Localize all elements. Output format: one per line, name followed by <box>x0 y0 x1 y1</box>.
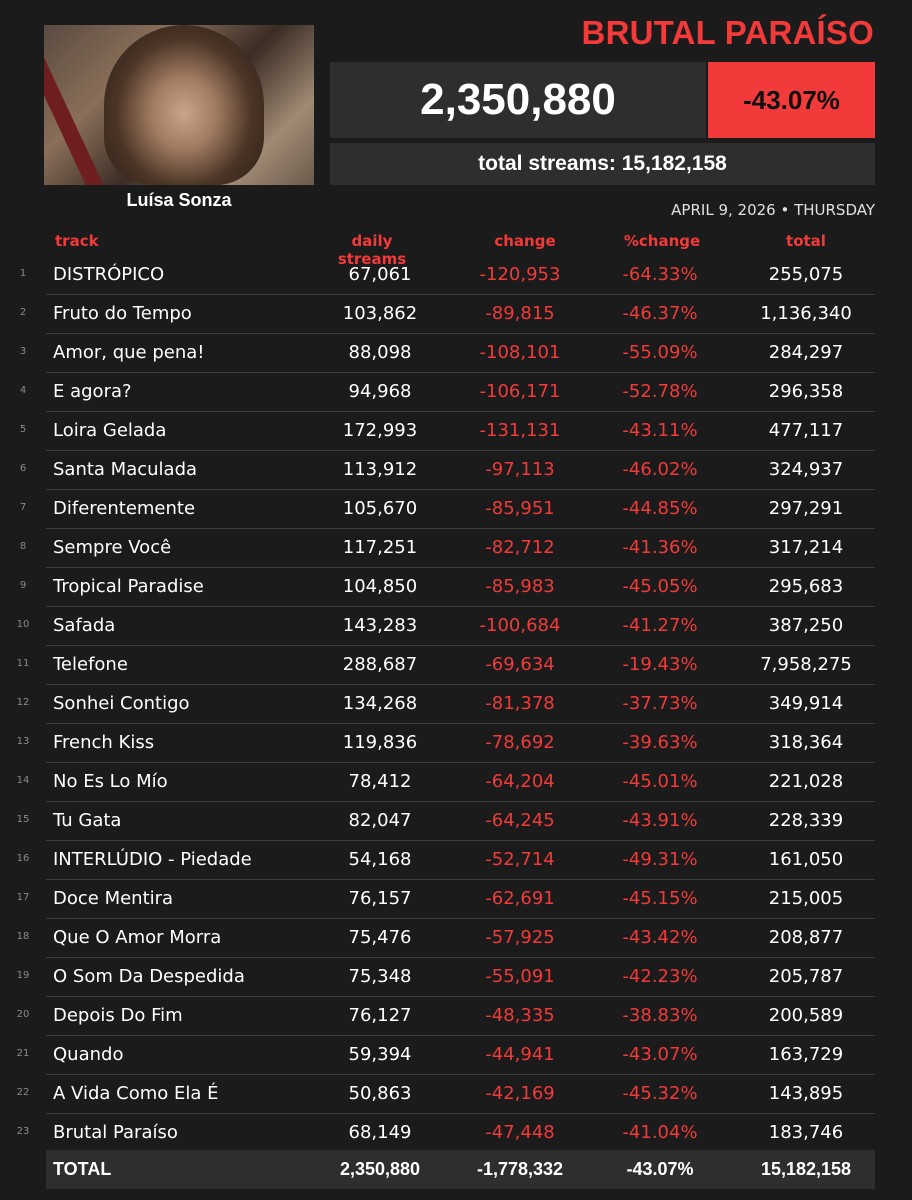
change-value: -64,204 <box>485 771 555 792</box>
table-row <box>0 958 912 997</box>
track-name: Brutal Paraíso <box>53 1122 178 1143</box>
total-streams-value: 205,787 <box>768 966 844 987</box>
track-name: Diferentemente <box>53 498 196 519</box>
daily-streams: 105,670 <box>342 498 418 519</box>
daily-streams: 82,047 <box>348 810 412 831</box>
change-value: -81,378 <box>485 693 555 714</box>
row-number: 17 <box>16 892 30 903</box>
percent-change: -44.85% <box>622 498 698 519</box>
percent-change: -45.01% <box>622 771 698 792</box>
table-row <box>0 529 912 568</box>
table-row <box>0 373 912 412</box>
row-number: 16 <box>16 853 30 864</box>
row-number: 20 <box>16 1009 30 1020</box>
table-row <box>0 412 912 451</box>
table-row <box>0 841 912 880</box>
table-row <box>0 295 912 334</box>
percent-change: -46.02% <box>622 459 698 480</box>
percent-change: -41.04% <box>622 1122 698 1143</box>
change-value: -82,712 <box>485 537 555 558</box>
change-value: -85,983 <box>485 576 555 597</box>
table-row <box>0 334 912 373</box>
total-streams-value: 317,214 <box>768 537 844 558</box>
daily-streams: 94,968 <box>348 381 412 402</box>
table-row <box>0 256 912 295</box>
header-track: track <box>55 232 99 250</box>
row-number: 19 <box>16 970 30 981</box>
change-value: -52,714 <box>485 849 555 870</box>
total-streams: total streams: 15,182,158 <box>330 143 875 185</box>
table-row <box>0 607 912 646</box>
daily-streams: 50,863 <box>348 1083 412 1104</box>
table-row <box>0 880 912 919</box>
change-value: -69,634 <box>485 654 555 675</box>
track-name: O Som Da Despedida <box>53 966 245 987</box>
row-number: 14 <box>16 775 30 786</box>
total-streams-value: 200,589 <box>768 1005 844 1026</box>
change-value: -78,692 <box>485 732 555 753</box>
change-value: -106,171 <box>479 381 561 402</box>
artist-name: Luísa Sonza <box>126 190 232 210</box>
track-name: Tu Gata <box>53 810 122 831</box>
percent-change: -45.32% <box>622 1083 698 1104</box>
row-number: 13 <box>16 736 30 747</box>
change-value: -108,101 <box>479 342 561 363</box>
daily-streams: 68,149 <box>348 1122 412 1143</box>
total-streams-value: 1,136,340 <box>760 303 852 324</box>
track-name: Santa Maculada <box>53 459 198 480</box>
track-name: French Kiss <box>53 732 155 753</box>
track-name: E agora? <box>53 381 132 402</box>
daily-streams: 172,993 <box>342 420 418 441</box>
track-name: INTERLÚDIO - Piedade <box>53 849 252 870</box>
change-value: -47,448 <box>485 1122 555 1143</box>
track-name: Loira Gelada <box>53 420 167 441</box>
change-value: -64,245 <box>485 810 555 831</box>
track-name: Telefone <box>53 654 128 675</box>
row-number: 21 <box>16 1048 30 1059</box>
total-streams-value: 296,358 <box>768 381 844 402</box>
total-streams-value: 255,075 <box>768 264 844 285</box>
percent-change: -49.31% <box>622 849 698 870</box>
totals-daily: 2,350,880 <box>339 1159 421 1179</box>
table-row <box>0 919 912 958</box>
table-row <box>0 1114 912 1153</box>
total-streams-value: 318,364 <box>768 732 844 753</box>
table-row <box>0 490 912 529</box>
row-number: 5 <box>19 424 27 435</box>
daily-streams: 76,157 <box>348 888 412 909</box>
total-streams-value: 284,297 <box>768 342 844 363</box>
daily-percent-change: -43.07% <box>708 62 875 138</box>
row-number: 2 <box>19 307 27 318</box>
row-number: 22 <box>16 1087 30 1098</box>
track-name: Doce Mentira <box>53 888 174 909</box>
row-number: 23 <box>16 1126 30 1137</box>
percent-change: -38.83% <box>622 1005 698 1026</box>
totals-percent-change: -43.07% <box>626 1159 694 1179</box>
row-number: 12 <box>16 697 30 708</box>
daily-streams: 75,348 <box>348 966 412 987</box>
daily-streams-total: 2,350,880 <box>330 62 706 138</box>
total-streams-value: 208,877 <box>768 927 844 948</box>
total-streams-value: 387,250 <box>768 615 844 636</box>
change-value: -85,951 <box>485 498 555 519</box>
table-row <box>0 997 912 1036</box>
track-name: Fruto do Tempo <box>53 303 192 324</box>
percent-change: -64.33% <box>622 264 698 285</box>
total-streams-value: 297,291 <box>768 498 844 519</box>
table-row <box>0 646 912 685</box>
daily-streams: 78,412 <box>348 771 412 792</box>
track-name: A Vida Como Ela É <box>53 1083 219 1104</box>
daily-streams: 134,268 <box>342 693 418 714</box>
tracks-table <box>0 256 912 1153</box>
total-streams-value: 163,729 <box>768 1044 844 1065</box>
percent-change: -55.09% <box>622 342 698 363</box>
percent-change: -43.42% <box>622 927 698 948</box>
daily-streams: 59,394 <box>348 1044 412 1065</box>
table-row <box>0 451 912 490</box>
daily-streams: 88,098 <box>348 342 412 363</box>
header-change: change <box>494 232 556 250</box>
change-value: -42,169 <box>485 1083 555 1104</box>
artist-photo <box>44 25 314 185</box>
total-streams-value: 477,117 <box>768 420 844 441</box>
totals-total: 15,182,158 <box>760 1159 852 1179</box>
total-streams-value: 324,937 <box>768 459 844 480</box>
track-name: Que O Amor Morra <box>53 927 222 948</box>
total-streams-value: 215,005 <box>768 888 844 909</box>
header-percent-change: %change <box>623 232 701 250</box>
daily-streams: 104,850 <box>342 576 418 597</box>
table-row <box>0 802 912 841</box>
track-name: No Es Lo Mío <box>53 771 168 792</box>
artist-portrait <box>104 25 264 185</box>
percent-change: -42.23% <box>622 966 698 987</box>
table-row <box>0 685 912 724</box>
total-streams-value: 349,914 <box>768 693 844 714</box>
total-streams-value: 183,746 <box>768 1122 844 1143</box>
row-number: 9 <box>19 580 27 591</box>
row-number: 4 <box>19 385 27 396</box>
row-number: 7 <box>19 502 27 513</box>
row-number: 18 <box>16 931 30 942</box>
change-value: -89,815 <box>485 303 555 324</box>
percent-change: -45.05% <box>622 576 698 597</box>
row-number: 3 <box>19 346 27 357</box>
percent-change: -46.37% <box>622 303 698 324</box>
track-name: Safada <box>53 615 116 636</box>
percent-change: -43.91% <box>622 810 698 831</box>
total-streams-value: 143,895 <box>768 1083 844 1104</box>
percent-change: -39.63% <box>622 732 698 753</box>
row-number: 1 <box>19 268 27 279</box>
daily-streams: 119,836 <box>342 732 418 753</box>
percent-change: -52.78% <box>622 381 698 402</box>
percent-change: -41.27% <box>622 615 698 636</box>
header-total: total <box>786 232 826 250</box>
total-streams-value: 295,683 <box>768 576 844 597</box>
row-number: 11 <box>16 658 30 669</box>
percent-change: -41.36% <box>622 537 698 558</box>
percent-change: -45.15% <box>622 888 698 909</box>
track-name: Sonhei Contigo <box>53 693 190 714</box>
table-row <box>0 724 912 763</box>
change-value: -120,953 <box>479 264 561 285</box>
daily-streams: 117,251 <box>342 537 418 558</box>
table-row <box>0 763 912 802</box>
daily-streams: 143,283 <box>342 615 418 636</box>
change-value: -100,684 <box>479 615 561 636</box>
table-row <box>0 568 912 607</box>
daily-streams: 67,061 <box>348 264 412 285</box>
photo-prop <box>44 25 112 185</box>
totals-label: TOTAL <box>53 1159 112 1179</box>
total-streams-value: 228,339 <box>768 810 844 831</box>
table-row <box>0 1075 912 1114</box>
total-streams-value: 161,050 <box>768 849 844 870</box>
track-name: Depois Do Fim <box>53 1005 183 1026</box>
track-name: Tropical Paradise <box>53 576 204 597</box>
percent-change: -43.07% <box>622 1044 698 1065</box>
change-value: -131,131 <box>479 420 561 441</box>
track-name: Amor, que pena! <box>53 342 205 363</box>
daily-streams: 54,168 <box>348 849 412 870</box>
change-value: -48,335 <box>485 1005 555 1026</box>
header-daily-streams: daily streams <box>337 232 407 268</box>
track-name: Quando <box>53 1044 124 1065</box>
daily-streams: 103,862 <box>342 303 418 324</box>
daily-streams: 76,127 <box>348 1005 412 1026</box>
change-value: -55,091 <box>485 966 555 987</box>
row-number: 10 <box>16 619 30 630</box>
daily-streams: 75,476 <box>348 927 412 948</box>
daily-streams: 113,912 <box>342 459 418 480</box>
total-streams-value: 221,028 <box>768 771 844 792</box>
track-name: Sempre Você <box>53 537 172 558</box>
percent-change: -19.43% <box>622 654 698 675</box>
percent-change: -43.11% <box>622 420 698 441</box>
daily-streams: 288,687 <box>342 654 418 675</box>
table-row <box>0 1036 912 1075</box>
row-number: 15 <box>16 814 30 825</box>
row-number: 6 <box>19 463 27 474</box>
track-name: DISTRÓPICO <box>53 264 165 285</box>
totals-change: -1,778,332 <box>476 1159 564 1179</box>
album-title: BRUTAL PARAÍSO <box>581 14 874 51</box>
change-value: -62,691 <box>485 888 555 909</box>
percent-change: -37.73% <box>622 693 698 714</box>
report-date: APRIL 9, 2026 • THURSDAY <box>671 201 875 219</box>
totals-row <box>46 1150 875 1189</box>
change-value: -57,925 <box>485 927 555 948</box>
total-streams-value: 7,958,275 <box>760 654 852 675</box>
change-value: -97,113 <box>485 459 555 480</box>
change-value: -44,941 <box>485 1044 555 1065</box>
row-number: 8 <box>19 541 27 552</box>
